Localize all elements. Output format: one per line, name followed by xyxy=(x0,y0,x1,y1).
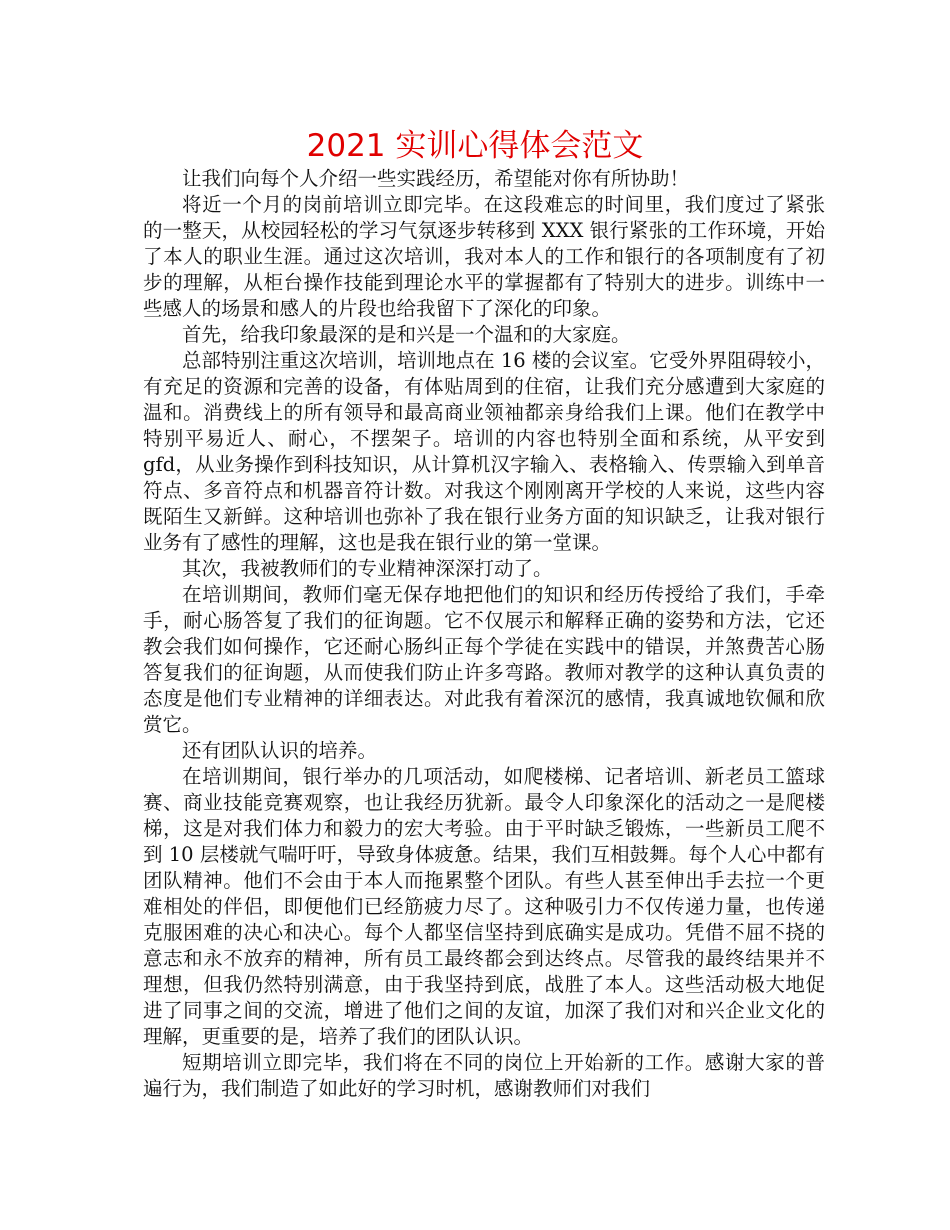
paragraph-closing: 短期培训立即完毕，我们将在不同的岗位上开始新的工作。感谢大家的普遍行为，我们制造了如此好的学习时机，感谢教师们对我们 xyxy=(143,1051,825,1100)
paragraph-third-point: 还有团队认识的培养。 xyxy=(182,739,378,762)
paragraph-first-point: 首先，给我印象最深的是和兴是一个温和的大家庭。 xyxy=(182,323,631,346)
paragraph-training-overview: 将近一个月的岗前培训立即完毕。在这段难忘的时间里，我们度过了紧张的一整天，从校园轻松的学习气氛逐步转移到 XXX 银行紧张的工作环境，开始了本人的职业生涯。通过这次培训，我对本人的工作和银行的各项制度有了初步的理解，从柜台操作技能到理论水平的掌握都有了特别大的进步。训练中一些感人的场景和感人的片段也给我留下了深化的印象。 xyxy=(143,193,825,320)
document-title: 2021 实训心得体会范文 xyxy=(306,128,644,164)
paragraph-second-point: 其次，我被教师们的专业精神深深打动了。 xyxy=(182,557,553,580)
paragraph-activities: 在培训期间，银行举办的几项活动，如爬楼梯、记者培训、新老员工篮球赛、商业技能竞赛观察，也让我经历犹新。最令人印象深化的活动之一是爬楼梯，这是对我们体力和毅力的宏大考验。由于平时缺乏锻炼，一些新员工爬不到 10 层楼就气喘吁吁，导致身体疲惫。结果，我们互相鼓舞。每个人心中都有团队精神。他们不会由于本人而拖累整个团队。有些人甚至伸出手去拉一个更难相处的伴侣，即便他们已经筋疲力尽了。这种吸引力不仅传递力量，也传递克服困难的决心和决心。每个人都坚信坚持到底确实是成功。凭借不屈不挠的意志和永不放弃的精神，所有员工最终都会到达终点。尽管我的最终结果并不理想，但我仍然特别满意，由于我坚持到底，战胜了本人。这些活动极大地促进了同事之间的交流，增进了他们之间的友谊，加深了我们对和兴企业文化的理解，更重要的是，培养了我们的团队认识。 xyxy=(143,765,825,1048)
paragraph-teachers: 在培训期间，教师们毫无保存地把他们的知识和经历传授给了我们，手牵手，耐心肠答复了我们的征询题。它不仅展示和解释正确的姿势和方法，它还教会我们如何操作，它还耐心肠纠正每个学徒在实践中的错误，并煞费苦心肠答复我们的征询题，从而使我们防止许多弯路。教师对教学的这种认真负责的态度是他们专业精神的详细表达。对此我有着深沉的感情，我真诚地钦佩和欣赏它。 xyxy=(143,583,825,736)
paragraph-headquarters: 总部特别注重这次培训，培训地点在 16 楼的会议室。它受外界阻碍较小，有充足的资源和完善的设备，有体贴周到的住宿，让我们充分感遭到大家庭的温和。消费线上的所有领导和最高商业领袖都亲身给我们上课。他们在教学中特别平易近人、耐心，不摆架子。培训的内容也特别全面和系统，从平安到 gfd，从业务操作到科技知识，从计算机汉字输入、表格输入、传票输入到单音符点、多音符点和机器音符计数。对我这个刚刚离开学校的人来说，这些内容既陌生又新鲜。这种培训也弥补了我在银行业务方面的知识缺乏，让我对银行业务有了感性的理解，这也是我在银行业的第一堂课。 xyxy=(143,349,825,554)
paragraph-intro: 让我们向每个人介绍一些实践经历，希望能对你有所协助！ xyxy=(182,167,690,190)
document-body xyxy=(143,166,825,1102)
